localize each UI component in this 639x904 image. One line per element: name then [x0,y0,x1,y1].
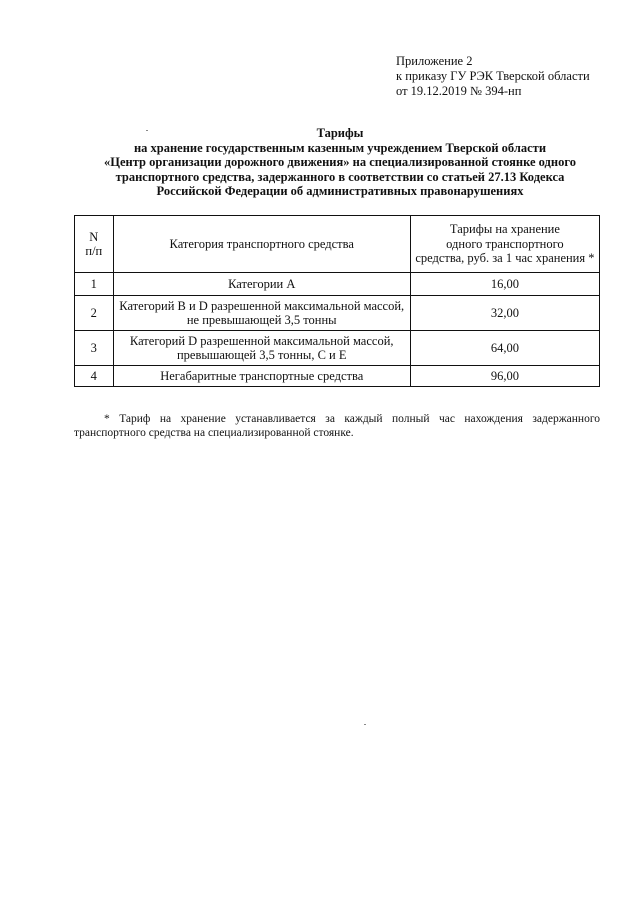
row-tariff: 32,00 [410,296,599,331]
annex-number: Приложение 2 [396,54,473,68]
header-tariff-line-1: Тарифы на хранение [449,222,560,237]
heading-line-1: на хранение государственным казенным учреждением Тверской области [133,140,547,155]
row-number: 1 [75,273,114,296]
tariff-table [74,215,600,387]
header-number-line-1: N [89,229,99,244]
annex-reference [396,54,590,99]
row-tariff: 16,00 [410,273,599,296]
table-header-row [75,216,600,273]
footnote: * Тариф на хранение устанавливается за каждый полный час нахождения задержанного транспортного средства на специализированной стоянке. [74,413,600,439]
annex-order-date: от 19.12.2019 № 394-нп [396,84,522,98]
header-tariff-line-3: средства, руб. за 1 час хранения * [415,251,595,266]
row-number: 3 [75,331,114,366]
row-category-line-1: Категории А [228,276,296,291]
row-category-line-2: превышающей 3,5 тонны, С и Е [176,348,347,362]
row-category-line-2: не превышающей 3,5 тонны [186,313,337,327]
heading-line-3: транспортного средства, задержанного в соответствии со статьей 27.13 Кодекса [115,169,565,184]
row-category [113,273,410,296]
row-number: 2 [75,296,114,331]
row-category-line-1: Категорий В и D разрешенной максимальной массой, [119,298,405,313]
scan-speck [364,724,366,725]
row-category [113,366,410,387]
row-tariff: 96,00 [410,366,599,387]
row-category-line-1: Негабаритные транспортные средства [160,368,364,383]
heading-line-2: «Центр организации дорожного движения» на специализированной стоянке одного [104,155,576,170]
table-row [75,296,600,331]
row-category [113,331,410,366]
header-number-line-2: п/п [85,244,103,258]
table-row [75,273,600,296]
table-row [75,331,600,366]
header-number [75,216,114,273]
table-row [75,366,600,387]
row-number: 4 [75,366,114,387]
document-title: Тарифы [316,126,364,140]
row-tariff: 64,00 [410,331,599,366]
header-tariff-line-2: одного транспортного [446,236,564,251]
row-category [113,296,410,331]
document-heading [60,126,620,199]
annex-order-reference: к приказу ГУ РЭК Тверской области [396,69,590,83]
scan-speck [146,130,148,131]
header-category: Категория транспортного средства [113,216,410,273]
heading-line-4: Российской Федерации об административных правонарушениях [156,184,524,199]
row-category-line-1: Категорий D разрешенной максимальной массой, [129,333,394,348]
header-tariff [410,216,599,273]
